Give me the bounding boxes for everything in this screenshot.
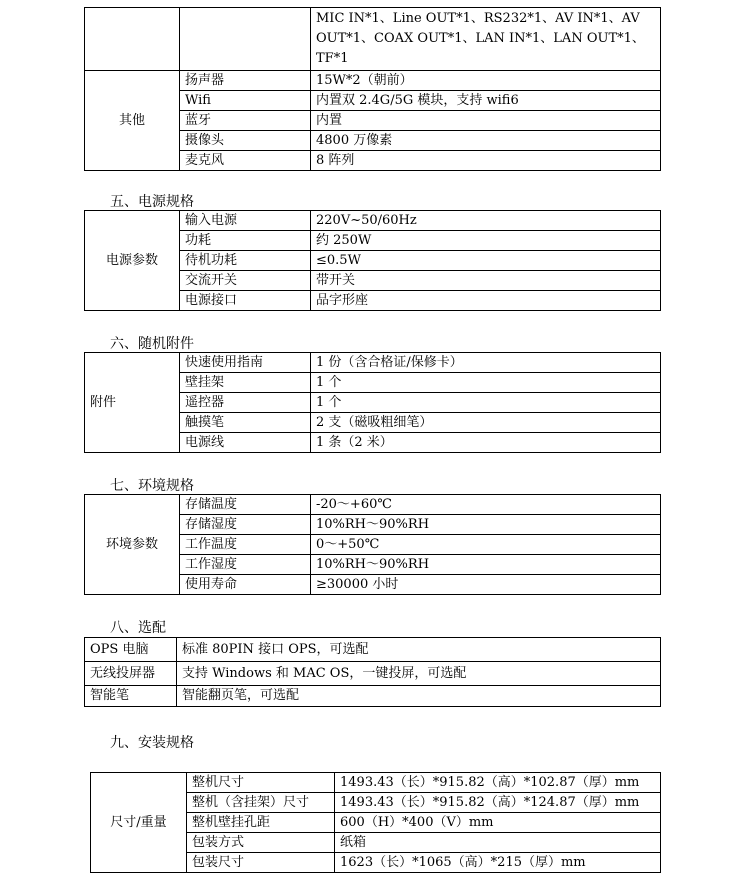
spec-label: 电源接口 bbox=[180, 291, 311, 311]
option-value: 支持 Windows 和 MAC OS，一键投屏，可选配 bbox=[177, 662, 661, 686]
spec-value: 0～+50℃ bbox=[311, 535, 661, 555]
spec-label: 摄像头 bbox=[180, 131, 311, 151]
spec-value: 带开关 bbox=[311, 271, 661, 291]
spec-label: 使用寿命 bbox=[180, 575, 311, 595]
spec-value: 220V~50/60Hz bbox=[311, 211, 661, 231]
spec-value: 1 个 bbox=[311, 373, 661, 393]
spec-value: 1 份（含合格证/保修卡） bbox=[311, 353, 661, 373]
other-specs-table bbox=[84, 7, 661, 171]
spec-label: 工作温度 bbox=[180, 535, 311, 555]
spec-label: 整机壁挂孔距 bbox=[187, 813, 335, 833]
category-cell: 环境参数 bbox=[85, 495, 180, 595]
install-table bbox=[90, 772, 661, 873]
spec-value: 1623（长）*1065（高）*215（厚）mm bbox=[335, 853, 661, 873]
spec-value: 15W*2（朝前） bbox=[311, 71, 661, 91]
table-row bbox=[85, 662, 661, 686]
spec-value: 品字形座 bbox=[311, 291, 661, 311]
spec-value: 内置 bbox=[311, 111, 661, 131]
spec-label: 存储温度 bbox=[180, 495, 311, 515]
section-heading-install: 九、安装规格 bbox=[110, 735, 194, 751]
option-value: 标准 80PIN 接口 OPS，可选配 bbox=[177, 638, 661, 662]
empty-cell bbox=[180, 8, 311, 71]
option-value: 智能翻页笔，可选配 bbox=[177, 686, 661, 707]
empty-cell bbox=[85, 8, 180, 71]
spec-label: 待机功耗 bbox=[180, 251, 311, 271]
spec-value: 1 条（2 米） bbox=[311, 433, 661, 453]
option-label: 智能笔 bbox=[85, 686, 177, 707]
spec-label: 整机（含挂架）尺寸 bbox=[187, 793, 335, 813]
power-specs-table bbox=[84, 210, 661, 311]
spec-label: 输入电源 bbox=[180, 211, 311, 231]
spec-value: -20～+60℃ bbox=[311, 495, 661, 515]
spec-label: 触摸笔 bbox=[180, 413, 311, 433]
spec-value: 约 250W bbox=[311, 231, 661, 251]
spec-value: ≤0.5W bbox=[311, 251, 661, 271]
spec-value: 1493.43（长）*915.82（高）*102.87（厚）mm bbox=[335, 773, 661, 793]
spec-label: 电源线 bbox=[180, 433, 311, 453]
table-row bbox=[85, 211, 661, 231]
category-cell: 附件 bbox=[85, 353, 180, 453]
spec-label: 扬声器 bbox=[180, 71, 311, 91]
table-row bbox=[85, 71, 661, 91]
spec-value: 1493.43（长）*915.82（高）*124.87（厚）mm bbox=[335, 793, 661, 813]
spec-label: 壁挂架 bbox=[180, 373, 311, 393]
spec-value: 8 阵列 bbox=[311, 151, 661, 171]
category-cell: 电源参数 bbox=[85, 211, 180, 311]
options-table bbox=[84, 637, 661, 707]
section-heading-options: 八、选配 bbox=[110, 620, 166, 636]
interfaces-value: MIC IN*1、Line OUT*1、RS232*1、AV IN*1、AV OUT*1、COAX OUT*1、LAN IN*1、LAN OUT*1、TF*1 bbox=[311, 8, 661, 71]
spec-value: ≥30000 小时 bbox=[311, 575, 661, 595]
category-cell: 其他 bbox=[85, 71, 180, 171]
spec-label: 整机尺寸 bbox=[187, 773, 335, 793]
spec-value: 内置双 2.4G/5G 模块，支持 wifi6 bbox=[311, 91, 661, 111]
spec-value: 10%RH～90%RH bbox=[311, 555, 661, 575]
spec-value: 10%RH～90%RH bbox=[311, 515, 661, 535]
table-row bbox=[85, 495, 661, 515]
spec-value: 600（H）*400（V）mm bbox=[335, 813, 661, 833]
table-row bbox=[85, 353, 661, 373]
spec-label: 功耗 bbox=[180, 231, 311, 251]
spec-label: 包装尺寸 bbox=[187, 853, 335, 873]
spec-label: 麦克风 bbox=[180, 151, 311, 171]
section-heading-environment: 七、环境规格 bbox=[110, 478, 194, 494]
table-row bbox=[85, 8, 661, 71]
environment-table bbox=[84, 494, 661, 595]
spec-value: 纸箱 bbox=[335, 833, 661, 853]
table-row bbox=[91, 773, 661, 793]
section-heading-power: 五、电源规格 bbox=[110, 194, 194, 210]
option-label: OPS 电脑 bbox=[85, 638, 177, 662]
option-label: 无线投屏器 bbox=[85, 662, 177, 686]
spec-label: 遥控器 bbox=[180, 393, 311, 413]
spec-label: 存储湿度 bbox=[180, 515, 311, 535]
spec-value: 4800 万像素 bbox=[311, 131, 661, 151]
category-cell: 尺寸/重量 bbox=[91, 773, 187, 873]
table-row bbox=[85, 686, 661, 707]
accessories-table bbox=[84, 352, 661, 453]
spec-label: 快速使用指南 bbox=[180, 353, 311, 373]
section-heading-accessories: 六、随机附件 bbox=[110, 336, 194, 352]
spec-value: 2 支（磁吸粗细笔） bbox=[311, 413, 661, 433]
spec-label: 蓝牙 bbox=[180, 111, 311, 131]
spec-label: 交流开关 bbox=[180, 271, 311, 291]
spec-value: 1 个 bbox=[311, 393, 661, 413]
spec-label: Wifi bbox=[180, 91, 311, 111]
spec-label: 包装方式 bbox=[187, 833, 335, 853]
spec-label: 工作湿度 bbox=[180, 555, 311, 575]
table-row bbox=[85, 638, 661, 662]
